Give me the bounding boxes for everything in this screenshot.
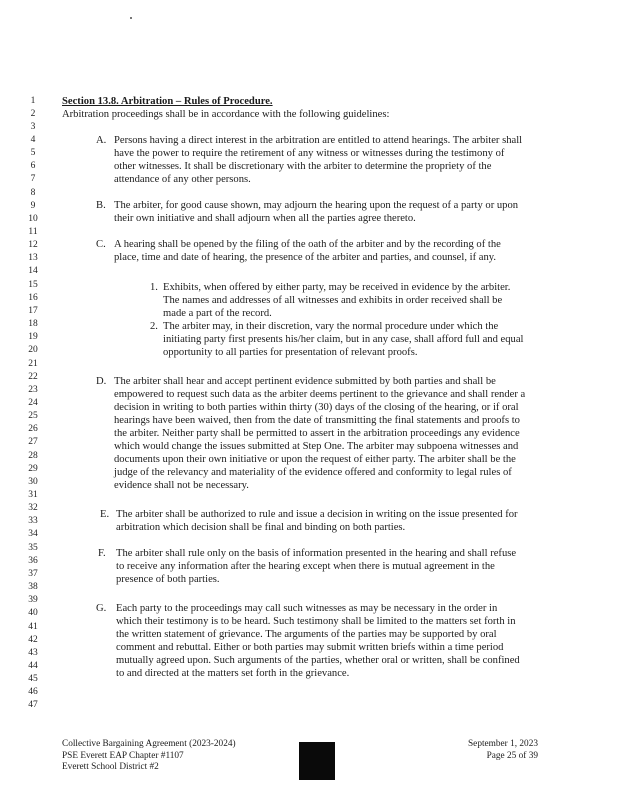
item-f-label: F. bbox=[98, 548, 106, 559]
subitem-2-label: 2. bbox=[150, 321, 158, 332]
item-d-line: empowered to request such data as the arbiter deems pertinent to the grievance and shall render a bbox=[114, 389, 526, 400]
line-number: 13 bbox=[28, 253, 38, 264]
subitem-2-line: initiating party first presents his/her claim, but in any case, shall afford full and equal bbox=[163, 334, 524, 345]
line-number: 20 bbox=[28, 345, 38, 356]
line-number: 33 bbox=[28, 516, 38, 527]
item-d-line: the arbiter. Neither party shall be permitted to assert in the arbitration proceedings any evidence bbox=[114, 428, 520, 439]
item-f-line: The arbiter shall rule only on the basis of information presented in the hearing and shall refuse bbox=[116, 548, 517, 559]
item-c-line: A hearing shall be opened by the filing of the oath of the arbiter and by the recording of the bbox=[114, 239, 501, 250]
line-number: 3 bbox=[30, 121, 36, 132]
line-number: 31 bbox=[28, 490, 38, 500]
line-number: 40 bbox=[28, 608, 38, 619]
line-number: 43 bbox=[28, 647, 38, 658]
line-number: 15 bbox=[28, 279, 38, 290]
item-d-line: judge of the relevancy and materiality of the evidence offered and conformity to legal rules of bbox=[114, 467, 512, 478]
line-number: 30 bbox=[28, 476, 38, 487]
item-b-line: their own initiative and shall adjourn when all the parties agree thereto. bbox=[114, 213, 416, 224]
line-number: 5 bbox=[30, 148, 36, 159]
footer-chapter: PSE Everett EAP Chapter #1107 bbox=[62, 750, 184, 761]
footer-page-number: Page 25 of 39 bbox=[486, 750, 538, 761]
line-number: 2 bbox=[30, 108, 36, 119]
line-number: 21 bbox=[28, 358, 38, 369]
line-number: 7 bbox=[30, 174, 36, 185]
line-number: 1 bbox=[30, 95, 36, 106]
item-a-label: A. bbox=[96, 135, 107, 146]
line-number: 22 bbox=[28, 371, 38, 382]
line-number: 12 bbox=[28, 240, 38, 251]
subitem-1-line: made a part of the record. bbox=[163, 308, 272, 319]
item-a-line: Persons having a direct interest in the arbitration are entitled to attend hearings. The arbiter shall bbox=[114, 135, 523, 146]
line-number: 24 bbox=[28, 397, 38, 408]
item-f-line: to receive any information after the hearing except when there is mutual agreement in the bbox=[116, 561, 495, 572]
line-number: 9 bbox=[30, 200, 36, 211]
item-g-line: mutually agreed upon. Such arguments of the parties, whether oral or written, shall be confined bbox=[116, 655, 520, 666]
line-number: 32 bbox=[28, 503, 38, 514]
line-number: 4 bbox=[30, 134, 36, 145]
footer-district: Everett School District #2 bbox=[62, 762, 159, 772]
line-number: 10 bbox=[28, 213, 38, 224]
section-intro: Arbitration proceedings shall be in accordance with the following guidelines: bbox=[62, 109, 390, 120]
item-g-line: to and directed at the matters set forth in the grievance. bbox=[116, 668, 350, 679]
subitem-1-line: Exhibits, when offered by either party, may be received in evidence by the arbiter. bbox=[163, 282, 511, 293]
item-a-line: other witnesses. It shall be discretionary with the arbiter to determine the propriety of the bbox=[114, 161, 492, 172]
item-g-line: comment and rebuttal. Either or both parties may submit written briefs within a time period bbox=[116, 642, 504, 653]
line-number: 44 bbox=[28, 660, 38, 671]
line-number: 34 bbox=[28, 529, 38, 540]
subitem-2-line: The arbiter may, in their discretion, vary the normal procedure under which the bbox=[163, 321, 499, 332]
item-d-line: evidence shall not be necessary. bbox=[114, 480, 249, 491]
item-f-line: presence of both parties. bbox=[116, 574, 220, 585]
item-c-line: place, time and date of hearing, the presence of the arbiter and parties, and counsel, if any. bbox=[114, 252, 496, 263]
line-number: 16 bbox=[28, 292, 38, 303]
subitem-2-line: opportunity to all parties for presentation of relevant proofs. bbox=[163, 347, 418, 358]
footer-agreement: Collective Bargaining Agreement (2023-2024) bbox=[62, 739, 236, 749]
line-number: 11 bbox=[28, 227, 38, 237]
item-d-label: D. bbox=[96, 376, 107, 387]
line-number: 29 bbox=[28, 463, 38, 474]
item-e-label: E. bbox=[100, 509, 110, 520]
item-d-line: hearings have been waived, then from the date of transmitting the final statements and proofs to bbox=[114, 415, 520, 426]
subitem-1-label: 1. bbox=[150, 282, 158, 293]
line-number: 25 bbox=[28, 411, 38, 422]
item-e-line: arbitration which decision shall be final and binding on both parties. bbox=[116, 522, 406, 533]
item-a-line: attendance of any other persons. bbox=[114, 174, 251, 185]
line-number: 28 bbox=[28, 450, 38, 461]
line-number: 19 bbox=[28, 332, 38, 343]
scan-speck bbox=[130, 17, 132, 19]
item-d-line: The arbiter shall hear and accept pertinent evidence submitted by both parties and shall be bbox=[114, 376, 496, 387]
line-number: 23 bbox=[28, 384, 38, 395]
section-heading: Section 13.8. Arbitration – Rules of Procedure. bbox=[62, 96, 273, 107]
line-number: 6 bbox=[30, 161, 36, 172]
item-b-label: B. bbox=[96, 200, 106, 211]
line-number: 8 bbox=[30, 187, 36, 198]
redaction-block bbox=[299, 742, 335, 780]
item-d-line: documents upon their own initiative or upon the request of either party. The arbiter shall be the bbox=[114, 454, 516, 465]
subitem-1-line: The names and addresses of all witnesses and exhibits in order received shall be bbox=[163, 295, 503, 306]
line-number: 35 bbox=[28, 542, 38, 553]
line-number: 14 bbox=[28, 266, 38, 277]
line-number: 41 bbox=[28, 621, 38, 632]
item-d-line: decision in writing to both parties within thirty (30) days of the closing of the hearing, or if oral bbox=[114, 402, 519, 413]
line-number: 37 bbox=[28, 568, 38, 579]
line-number: 17 bbox=[28, 305, 38, 316]
line-number: 46 bbox=[28, 687, 38, 698]
footer-date: September 1, 2023 bbox=[468, 739, 538, 749]
line-number: 38 bbox=[28, 582, 38, 593]
item-a-line: have the power to require the retirement of any witness or witnesses during the testimony of bbox=[114, 148, 505, 159]
line-number: 27 bbox=[28, 437, 38, 448]
item-g-line: the written statement of grievance. The arguments of the parties may be supported by oral bbox=[116, 629, 497, 640]
line-number: 47 bbox=[28, 700, 38, 711]
line-number: 45 bbox=[28, 674, 38, 685]
item-b-line: The arbiter, for good cause shown, may adjourn the hearing upon the request of a party or upon bbox=[114, 200, 519, 211]
item-g-label: G. bbox=[96, 603, 107, 614]
item-d-line: which would change the issues submitted at Step One. The arbiter may subpoena witnesses and bbox=[114, 441, 519, 452]
item-c-label: C. bbox=[96, 239, 106, 250]
line-number: 26 bbox=[28, 424, 38, 435]
item-g-line: Each party to the proceedings may call such witnesses as may be necessary in the order in bbox=[116, 603, 498, 614]
line-number: 42 bbox=[28, 634, 38, 645]
line-number: 36 bbox=[28, 555, 38, 566]
line-number: 39 bbox=[28, 595, 38, 606]
item-e-line: The arbiter shall be authorized to rule and issue a decision in writing on the issue presented for bbox=[116, 509, 518, 520]
item-g-line: which their testimony is to be heard. Such testimony shall be limited to the matters set forth in bbox=[116, 616, 516, 627]
line-number: 18 bbox=[28, 319, 38, 330]
